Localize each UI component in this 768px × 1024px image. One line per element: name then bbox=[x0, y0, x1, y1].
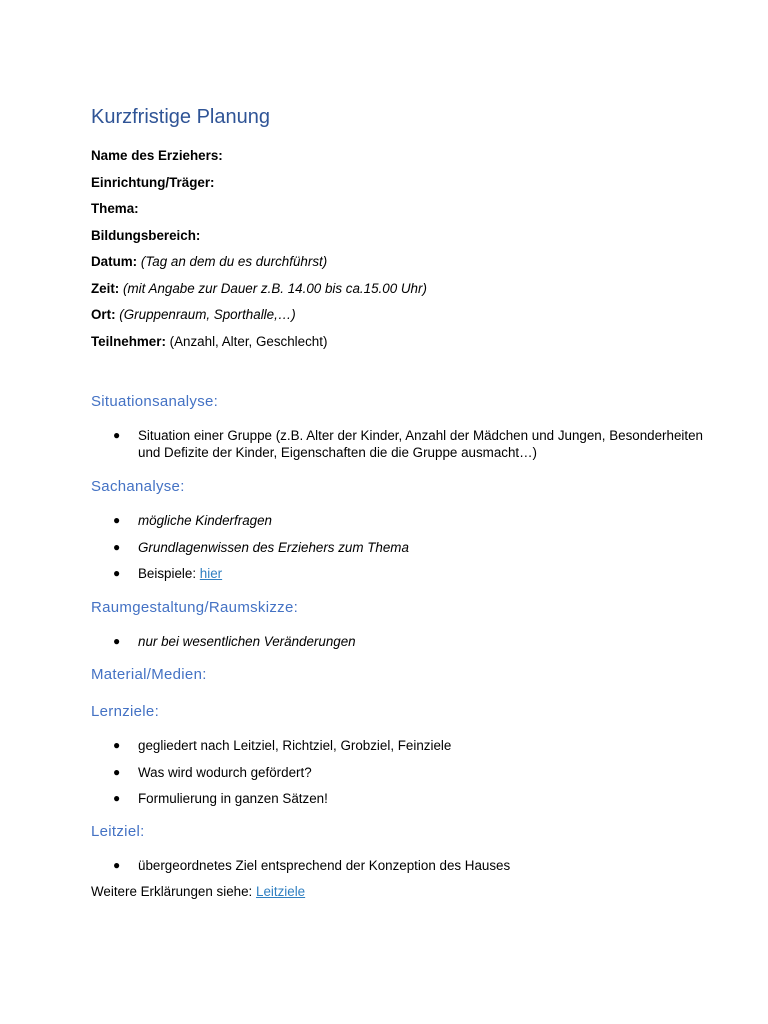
field-hint: (Anzahl, Alter, Geschlecht) bbox=[169, 333, 328, 349]
section-situationsanalyse bbox=[91, 393, 711, 471]
bullet-list bbox=[91, 512, 711, 582]
bullet-icon: ● bbox=[113, 738, 121, 752]
section-heading: Situationsanalyse: bbox=[91, 393, 219, 410]
field-datum bbox=[91, 253, 427, 280]
list-item-text: Grundlagenwissen des Erziehers zum Thema bbox=[138, 539, 409, 555]
bullet-icon: ● bbox=[113, 539, 121, 554]
list-item bbox=[91, 427, 711, 461]
list-item bbox=[91, 565, 711, 582]
field-label: Name des Erziehers: bbox=[91, 148, 223, 163]
section-raumgestaltung bbox=[91, 599, 711, 660]
list-item bbox=[91, 512, 711, 529]
list-item-text: Was wird wodurch gefördert? bbox=[138, 764, 312, 780]
list-item bbox=[91, 857, 711, 874]
bullet-icon: ● bbox=[113, 791, 121, 805]
section-material bbox=[91, 666, 711, 684]
bullet-icon: ● bbox=[113, 764, 121, 779]
field-label: Thema: bbox=[91, 201, 139, 216]
list-item-text: mögliche Kinderfragen bbox=[138, 513, 272, 528]
list-item bbox=[91, 633, 711, 650]
section-heading: Lernziele: bbox=[91, 703, 160, 720]
list-item-text: Situation einer Gruppe (z.B. Alter der Kinder, Anzahl der Mädchen und Jungen, Besonderheiten und Defizite der Kinder, Eigenschaften die die Gruppe ausmacht…) bbox=[138, 428, 704, 460]
examples-link[interactable]: hier bbox=[199, 566, 223, 581]
bullet-list bbox=[91, 633, 711, 650]
field-hint: (mit Angabe zur Dauer z.B. 14.00 bis ca.15.00 Uhr) bbox=[123, 280, 427, 296]
list-item bbox=[91, 790, 711, 807]
list-item-text: übergeordnetes Ziel entsprechend der Konzeption des Hauses bbox=[138, 858, 511, 873]
field-label: Einrichtung/Träger: bbox=[91, 174, 215, 190]
bullet-icon: ● bbox=[113, 566, 121, 580]
field-bildungsbereich bbox=[91, 227, 427, 254]
field-label: Datum: bbox=[91, 254, 138, 269]
field-zeit bbox=[91, 280, 427, 307]
section-leitziel bbox=[91, 823, 711, 900]
bullet-list bbox=[91, 737, 711, 807]
planning-fields bbox=[91, 147, 427, 359]
section-sachanalyse bbox=[91, 478, 711, 592]
bullet-list bbox=[91, 857, 711, 874]
leitziele-link[interactable]: Leitziele bbox=[256, 884, 306, 899]
list-item bbox=[91, 737, 711, 754]
bullet-icon: ● bbox=[113, 513, 121, 527]
field-label: Ort: bbox=[91, 307, 116, 322]
field-hint: (Tag an dem du es durchführst) bbox=[140, 254, 328, 269]
bullet-list bbox=[91, 427, 711, 461]
field-ort bbox=[91, 306, 427, 333]
field-teilnehmer bbox=[91, 333, 427, 360]
list-item bbox=[91, 764, 711, 781]
field-hint: (Gruppenraum, Sporthalle,…) bbox=[119, 307, 296, 322]
section-heading: Sachanalyse: bbox=[91, 478, 185, 495]
section-heading: Material/Medien: bbox=[91, 666, 207, 683]
field-einrichtung bbox=[91, 174, 427, 201]
list-item-text: Beispiele: bbox=[138, 566, 200, 581]
further-explanations-text: Weitere Erklärungen siehe: bbox=[91, 884, 256, 899]
further-explanations bbox=[91, 883, 711, 900]
list-item bbox=[91, 539, 711, 556]
section-lernziele bbox=[91, 703, 711, 817]
document-title: Kurzfristige Planung bbox=[91, 106, 270, 128]
field-label: Zeit: bbox=[91, 280, 120, 296]
section-heading: Raumgestaltung/Raumskizze: bbox=[91, 599, 299, 616]
bullet-icon: ● bbox=[113, 634, 121, 648]
field-name bbox=[91, 147, 427, 174]
bullet-icon: ● bbox=[113, 858, 121, 872]
field-thema bbox=[91, 200, 427, 227]
list-item-text: gegliedert nach Leitziel, Richtziel, Grobziel, Feinziele bbox=[138, 738, 452, 753]
list-item-text: nur bei wesentlichen Veränderungen bbox=[138, 634, 356, 649]
field-label: Teilnehmer: bbox=[91, 333, 166, 349]
list-item-text: Formulierung in ganzen Sätzen! bbox=[138, 791, 328, 806]
bullet-icon: ● bbox=[113, 428, 121, 442]
section-heading: Leitziel: bbox=[91, 823, 145, 840]
field-label: Bildungsbereich: bbox=[91, 227, 201, 243]
